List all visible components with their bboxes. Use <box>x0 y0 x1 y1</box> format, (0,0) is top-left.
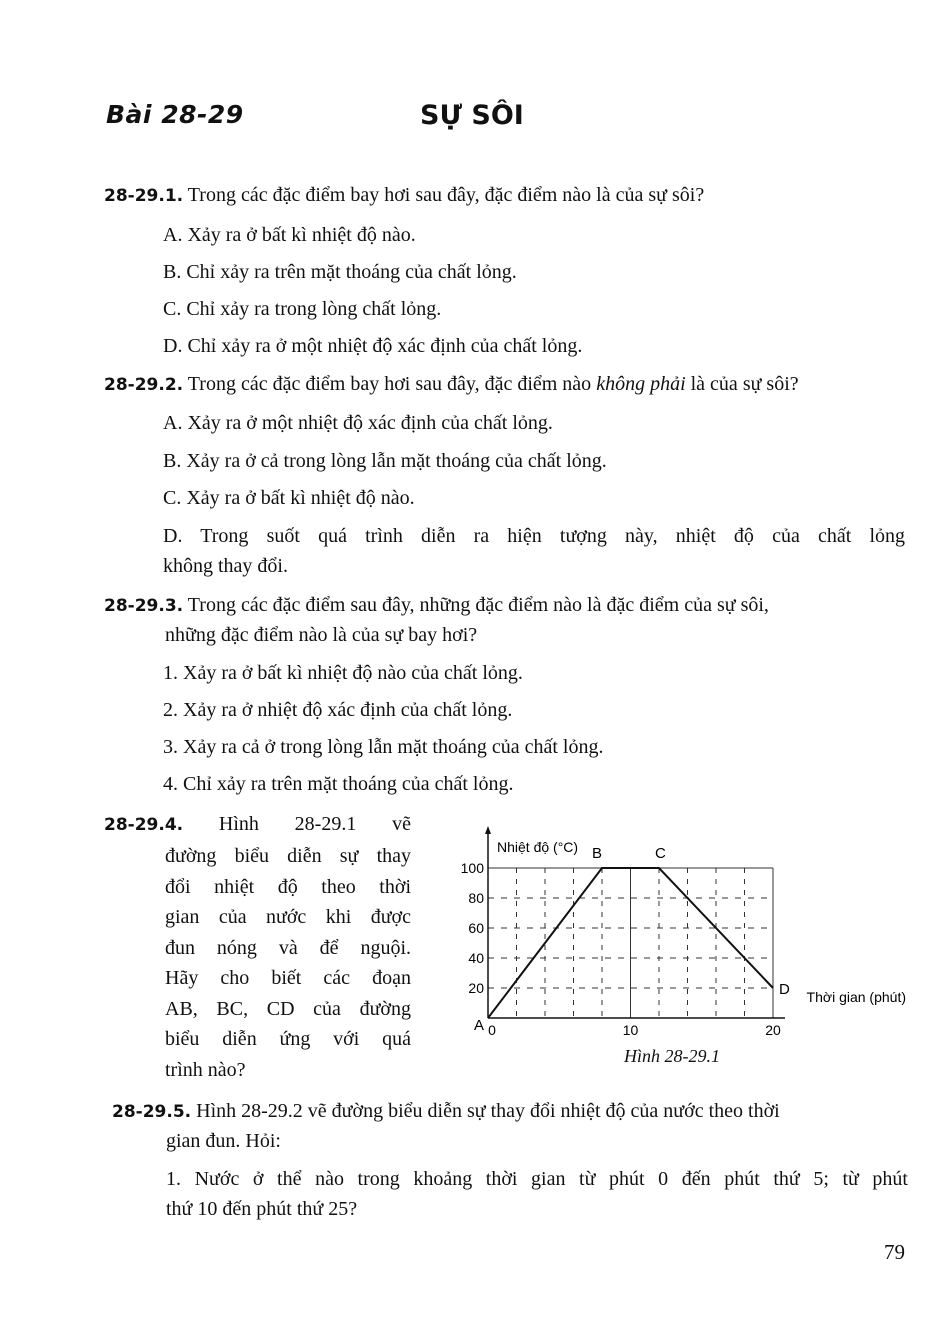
item-2: 2. Xảy ra ở nhiệt độ xác định của chất lỏng. <box>163 699 513 721</box>
question-4-body <box>165 841 411 1085</box>
option-a: A. Xảy ra ở một nhiệt độ xác định của chất lỏng. <box>163 412 553 434</box>
option-c: C. Chỉ xảy ra trong lòng chất lỏng. <box>163 298 442 320</box>
question-number: 28-29.3. <box>104 596 184 616</box>
y-tick-label: 100 <box>460 860 484 876</box>
question-5-continued: gian đun. Hỏi: <box>166 1130 281 1152</box>
item-1: 1. Xảy ra ở bất kì nhiệt độ nào của chất lỏng. <box>163 662 523 684</box>
sub-question-1-continued: thứ 10 đến phút thứ 25? <box>166 1198 358 1220</box>
y-tick-label: 60 <box>468 920 484 936</box>
sub-question-1: 1. Nước ở thể nào trong khoảng thời gian từ phút 0 đến phút thứ 5; từ phút <box>166 1168 908 1190</box>
figure-caption: Hình 28-29.1 <box>624 1046 720 1066</box>
chart-point-labels <box>474 845 790 1034</box>
question-1 <box>104 181 704 210</box>
point-label-b: B <box>592 845 603 862</box>
point-label-a: A <box>474 1017 485 1034</box>
text-line: trình nào? <box>165 1058 246 1081</box>
text-line: gian của nước khi được <box>165 906 411 928</box>
item-4: 4. Chỉ xảy ra trên mặt thoáng của chất lỏng. <box>163 773 514 795</box>
y-tick-label: 40 <box>468 950 484 966</box>
text-line: đổi nhiệt độ theo thời <box>165 875 411 898</box>
x-axis-label: Thời gian (phút) <box>806 989 906 1005</box>
question-text-end: là của sự sôi? <box>690 373 799 395</box>
question-number: 28-29.1. <box>104 186 184 206</box>
item-3: 3. Xảy ra cả ở trong lòng lẫn mặt thoáng của chất lỏng. <box>163 736 604 758</box>
temperature-chart <box>440 820 920 1045</box>
option-d: D. Trong suốt quá trình diễn ra hiện tượng này, nhiệt độ của chất lỏng <box>163 525 905 547</box>
point-label-c: C <box>655 845 666 862</box>
text-line: AB, BC, CD của đường <box>165 997 411 1020</box>
option-b: B. Xảy ra ở cả trong lòng lẫn mặt thoáng của chất lỏng. <box>163 450 607 472</box>
page-number: 79 <box>884 1240 905 1264</box>
question-number: 28-29.2. <box>104 375 184 395</box>
question-text: Hình 28-29.1 vẽ <box>218 813 411 835</box>
x-tick-label: 10 <box>622 1022 639 1038</box>
option-c: C. Xảy ra ở bất kì nhiệt độ nào. <box>163 487 415 509</box>
text-line: đường biểu diễn sự thay <box>165 845 411 867</box>
y-tick-label: 80 <box>468 890 484 906</box>
option-b: B. Chỉ xảy ra trên mặt thoáng của chất lỏng. <box>163 261 517 283</box>
question-number: 28-29.5. <box>112 1102 192 1122</box>
y-tick-label: 20 <box>468 980 484 996</box>
question-text: Trong các đặc điểm sau đây, những đặc điểm nào là đặc điểm của sự sôi, <box>187 594 769 616</box>
page-title: SỰ SÔI <box>420 100 524 131</box>
text-line: Hãy cho biết các đoạn <box>165 967 411 989</box>
point-label-d: D <box>779 981 790 998</box>
text-line: biểu diễn ứng với quá <box>165 1028 411 1050</box>
x-tick-label: 0 <box>488 1022 496 1038</box>
question-emphasis: không phải <box>596 373 686 395</box>
question-text: Trong các đặc điểm bay hơi sau đây, đặc điểm nào <box>187 373 592 395</box>
y-axis-label <box>497 839 578 855</box>
x-tick-label: 20 <box>765 1022 781 1038</box>
question-text: Hình 28-29.2 vẽ đường biểu diễn sự thay đổi nhiệt độ của nước theo thời <box>196 1100 780 1122</box>
y-axis-label-text: Nhiệt độ (°C) <box>497 839 579 855</box>
option-d: D. Chỉ xảy ra ở một nhiệt độ xác định của chất lỏng. <box>163 335 583 357</box>
text-line: đun nóng và để nguội. <box>165 936 411 959</box>
question-4 <box>104 810 411 839</box>
question-5 <box>112 1097 780 1126</box>
question-3-continued: những đặc điểm nào là của sự bay hơi? <box>165 624 478 646</box>
lesson-label: Bài 28-29 <box>106 100 244 129</box>
option-d-continued: không thay đổi. <box>163 555 288 577</box>
question-2 <box>104 370 799 399</box>
chart-ticks <box>461 860 781 1038</box>
question-number: 28-29.4. <box>104 815 184 835</box>
option-a: A. Xảy ra ở bất kì nhiệt độ nào. <box>163 224 416 246</box>
question-3 <box>104 591 769 620</box>
question-text: Trong các đặc điểm bay hơi sau đây, đặc điểm nào là của sự sôi? <box>187 184 705 206</box>
